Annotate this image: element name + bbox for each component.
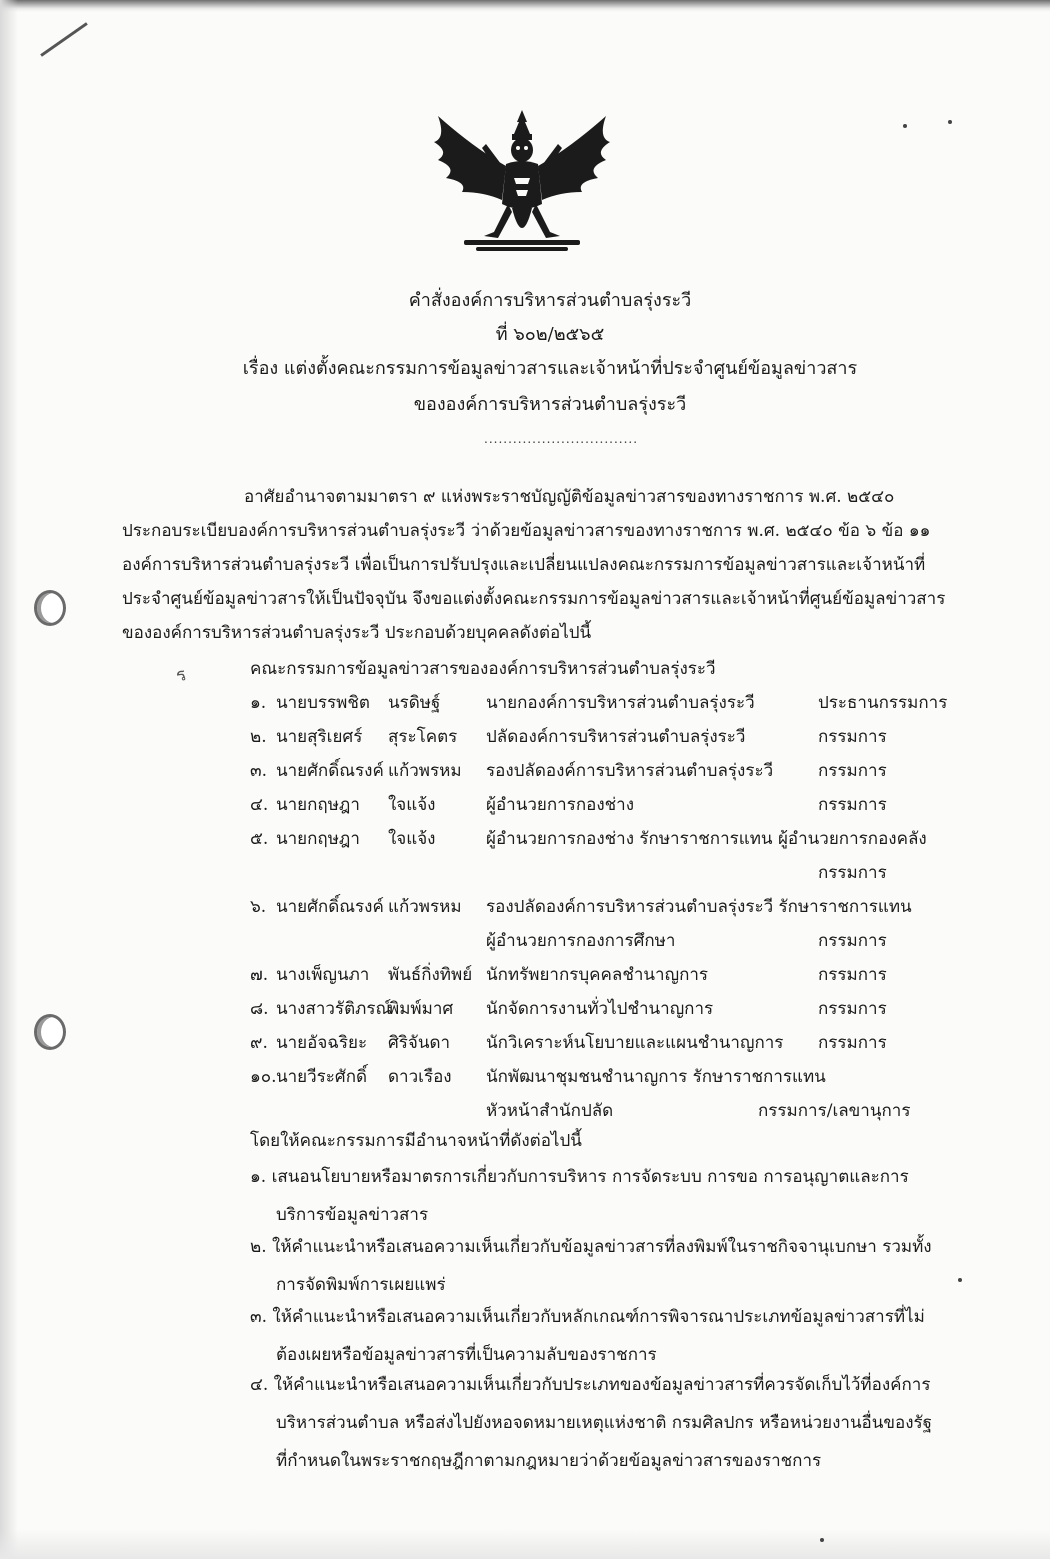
member-position: นักวิเคราะห์นโยบายและแผนชำนาญการ (486, 1033, 784, 1053)
member-number: ๖. (250, 897, 267, 917)
duty-line: ที่กำหนดในพระราชกฤษฎีกาตามกฎหมายว่าด้วยข้อมูลข่าวสารของราชการ (276, 1451, 822, 1471)
scan-bottom-shade (0, 1529, 1050, 1559)
committee-heading: คณะกรรมการข้อมูลข่าวสารขององค์การบริหารส่วนตำบลรุ่งระวี (250, 659, 716, 679)
member-number: ๑. (250, 693, 267, 713)
member-number: ๓. (250, 761, 268, 781)
duty-item (250, 1228, 960, 1304)
punch-hole-lower (34, 1014, 66, 1050)
duty-line: ๔. ให้คำแนะนำหรือเสนอความเห็นเกี่ยวกับประเภทของข้อมูลข่าวสารที่ควรจัดเก็บไว้ที่องค์การ (250, 1375, 931, 1395)
intro-line: ประจำศูนย์ข้อมูลข่าวสารให้เป็นปัจจุบัน จึงขอแต่งตั้งคณะกรรมการข้อมูลข่าวสารและเจ้าหน้าที่ศูนย์ข้อมูลข่าวสาร (122, 589, 946, 609)
member-surname: ใจแจ้ง (388, 795, 436, 815)
member-surname: แก้วพรหม (388, 761, 462, 781)
scan-edge-shadow (0, 0, 1050, 12)
scan-left-shade (0, 0, 18, 1559)
header-divider: ................................ (484, 432, 639, 446)
member-surname: สุระโคตร (388, 727, 458, 747)
duty-line: ๓. ให้คำแนะนำหรือเสนอความเห็นเกี่ยวกับหลักเกณฑ์การพิจารณาประเภทข้อมูลข่าวสารที่ไม่ (250, 1307, 925, 1327)
member-role: กรรมการ (818, 965, 887, 985)
member-name: นายวีระศักดิ์ (276, 1067, 368, 1087)
duty-line: ต้องเผยหรือข้อมูลข่าวสารที่เป็นความลับของราชการ (276, 1345, 657, 1365)
member-name: นายกฤษฎา (276, 795, 360, 815)
intro-line: ขององค์การบริหารส่วนตำบลรุ่งระวี ประกอบด้วยบุคคลดังต่อไปนี้ (122, 623, 592, 643)
committee-member (250, 1060, 970, 1128)
member-name: นายศักดิ์ณรงค์ (276, 897, 384, 917)
committee-member (250, 992, 970, 1026)
duties-heading: โดยให้คณะกรรมการมีอำนาจหน้าที่ดังต่อไปนี้ (250, 1131, 582, 1151)
intro-line: องค์การบริหารส่วนตำบลรุ่งระวี เพื่อเป็นการปรับปรุงและเปลี่ยนแปลงคณะกรรมการข้อมูลข่าวสารและเจ้าหน้าที่ (122, 555, 926, 575)
duty-line: ๒. ให้คำแนะนำหรือเสนอความเห็นเกี่ยวกับข้อมูลข่าวสารที่ลงพิมพ์ในราชกิจจานุเบกษา รวมทั้ง (250, 1237, 932, 1257)
committee-member (250, 890, 970, 958)
committee-member (250, 754, 970, 788)
order-title: คำสั่งองค์การบริหารส่วนตำบลรุ่งระวี (408, 290, 692, 311)
duty-line: บริการข้อมูลข่าวสาร (276, 1205, 429, 1225)
member-position-continued: ผู้อำนวยการกองการศึกษา (486, 931, 676, 951)
handwritten-mark: ร (173, 663, 190, 687)
member-surname: ดาวเรือง (388, 1067, 452, 1087)
committee-member (250, 720, 970, 754)
member-position: ปลัดองค์การบริหารส่วนตำบลรุ่งระวี (486, 727, 746, 747)
duty-line: บริหารส่วนตำบล หรือส่งไปยังหอจดหมายเหตุแห่งชาติ กรมศิลปกร หรือหน่วยงานอื่นของรัฐ (276, 1413, 933, 1433)
duty-item (250, 1366, 960, 1480)
member-role: ประธานกรรมการ (818, 693, 948, 713)
scan-speck (820, 1538, 824, 1542)
committee-member (250, 686, 970, 720)
punch-hole-upper (34, 590, 66, 626)
member-number: ๔. (250, 795, 269, 815)
scan-scratch-mark (40, 22, 88, 57)
member-role: กรรมการ (818, 727, 887, 747)
member-role: กรรมการ (818, 1033, 887, 1053)
order-subject-line2: ขององค์การบริหารส่วนตำบลรุ่งระวี (413, 394, 687, 415)
order-subject-line1: เรื่อง แต่งตั้งคณะกรรมการข้อมูลข่าวสารและเจ้าหน้าที่ประจำศูนย์ข้อมูลข่าวสาร (242, 358, 858, 379)
member-role: กรรมการ (818, 795, 887, 815)
member-surname: ศิริจันดา (388, 1033, 451, 1053)
duty-item (250, 1158, 960, 1234)
member-name: นางเพ็ญนภา (276, 965, 370, 985)
member-number: ๑๐. (250, 1067, 277, 1087)
member-name: นายสุริเยศร์ (276, 727, 363, 747)
scan-speck (903, 124, 907, 128)
duty-item (250, 1298, 960, 1374)
member-number: ๙. (250, 1033, 268, 1053)
member-name: นางสาวรัติภรณ์ (276, 999, 392, 1019)
member-name: นายบรรพชิต (276, 693, 370, 713)
member-role: กรรมการ (818, 931, 887, 951)
member-role: กรรมการ (818, 999, 887, 1019)
member-role: กรรมการ (818, 761, 887, 781)
member-number: ๕. (250, 829, 269, 849)
member-number: ๗. (250, 965, 269, 985)
member-position: ผู้อำนวยการกองช่าง (486, 795, 635, 815)
scan-speck (948, 120, 952, 124)
member-number: ๘. (250, 999, 269, 1019)
order-number: ที่ ๖๐๒/๒๕๖๕ (495, 324, 605, 345)
member-surname: นรดิษฐ์ (388, 693, 441, 713)
member-position: นักทรัพยากรบุคคลชำนาญการ (486, 965, 709, 985)
intro-paragraph (122, 480, 977, 650)
member-role: กรรมการ (818, 863, 887, 883)
member-position: นายกองค์การบริหารส่วนตำบลรุ่งระวี (486, 693, 755, 713)
committee-member (250, 1026, 970, 1060)
intro-line: ประกอบระเบียบองค์การบริหารส่วนตำบลรุ่งระวี ว่าด้วยข้อมูลข่าวสารของทางราชการ พ.ศ. ๒๕๔๐ ข้อ ๖ ข้อ ๑๑ (122, 521, 931, 541)
member-position: รองปลัดองค์การบริหารส่วนตำบลรุ่งระวี (486, 761, 774, 781)
member-number: ๒. (250, 727, 267, 747)
member-position: นักจัดการงานทั่วไปชำนาญการ (486, 999, 714, 1019)
member-surname: ใจแจ้ง (388, 829, 436, 849)
member-position: ผู้อำนวยการกองช่าง รักษาราชการแทน ผู้อำนวยการกองคลัง (486, 829, 927, 849)
member-name: นายศักดิ์ณรงค์ (276, 761, 384, 781)
member-position: นักพัฒนาชุมชนชำนาญการ รักษาราชการแทน (486, 1067, 826, 1087)
committee-member (250, 788, 970, 822)
member-surname: พิมพ์มาศ (388, 999, 454, 1019)
member-surname: พันธ์กิ่งทิพย์ (388, 965, 473, 985)
duty-line: ๑. เสนอนโยบายหรือมาตรการเกี่ยวกับการบริหาร การจัดระบบ การขอ การอนุญาตและการ (250, 1167, 909, 1187)
committee-member (250, 822, 970, 890)
member-role: กรรมการ/เลขานุการ (758, 1101, 911, 1121)
member-name: นายกฤษฎา (276, 829, 360, 849)
intro-line: อาศัยอำนาจตามมาตรา ๙ แห่งพระราชบัญญัติข้อมูลข่าวสารของทางราชการ พ.ศ. ๒๕๔๐ (244, 487, 895, 507)
member-position-continued: หัวหน้าสำนักปลัด (486, 1101, 614, 1121)
member-surname: แก้วพรหม (388, 897, 462, 917)
member-name: นายอัจฉริยะ (276, 1033, 368, 1053)
duty-line: การจัดพิมพ์การเผยแพร่ (276, 1275, 446, 1295)
member-position: รองปลัดองค์การบริหารส่วนตำบลรุ่งระวี รักษาราชการแทน (486, 897, 912, 917)
garuda-emblem-icon (424, 108, 620, 256)
committee-member (250, 958, 970, 992)
